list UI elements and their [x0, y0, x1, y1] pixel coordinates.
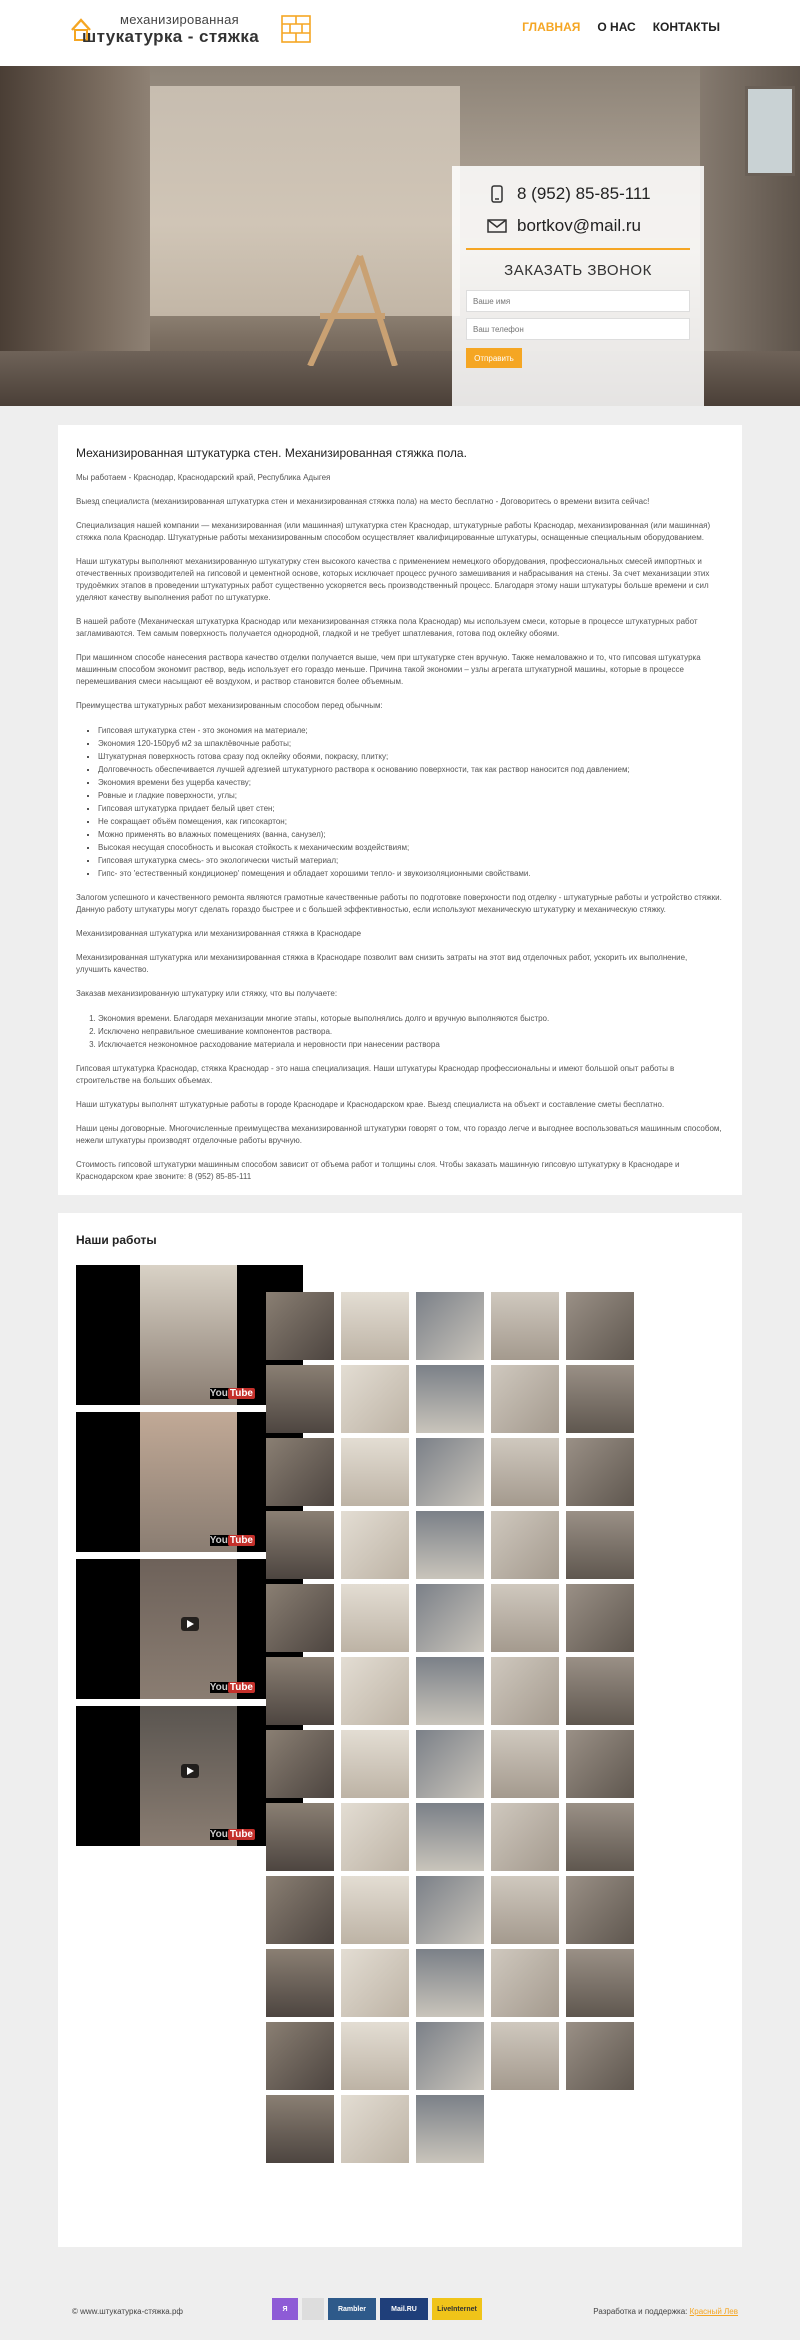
email-row — [487, 216, 641, 236]
gallery-photo[interactable] — [491, 1292, 559, 1360]
hero-scaffold — [300, 246, 410, 366]
video-frame — [140, 1265, 237, 1405]
article-paragraph: Заказав механизированную штукатурку или стяжку, что вы получаете: — [76, 989, 338, 998]
developer-link[interactable]: Красный Лев — [689, 2307, 738, 2316]
article-paragraph: Стоимость гипсовой штукатурки машинным способом зависит от объема работ и толщины слоя. Чтобы заказать машинную гипсовую штукатурку в Краснодаре и Краснодарском крае звоните: 8 (952) 85-85-111 — [76, 1160, 680, 1181]
benefits-list — [98, 1012, 724, 1051]
gallery-photo[interactable] — [491, 1730, 559, 1798]
hero-window — [745, 86, 795, 176]
article-paragraph: Выезд специалиста (механизированная штукатурка стен и механизированная стяжка пола) на место бесплатно - Договоритесь о времени визита сейчас! — [76, 497, 650, 506]
article-paragraph: Механизированная штукатурка или механизированная стяжка в Краснодаре позволит вам снизить затраты на этот вид отделочных работ, ускорить их выполнение, улучшить качество. — [76, 953, 688, 974]
counter-mailru[interactable]: Mail.RU — [380, 2298, 428, 2320]
phone-number[interactable]: 8 (952) 85-85-111 — [517, 184, 651, 203]
gallery-photo[interactable] — [491, 1657, 559, 1725]
gallery-photo[interactable] — [566, 1730, 634, 1798]
list-item: ▪ Экономия 120-150руб м2 за шпаклёвочные работы; — [98, 737, 724, 750]
youtube-logo-you: You — [209, 1829, 228, 1840]
gallery-photo[interactable] — [566, 1803, 634, 1871]
youtube-logo-tube: Tube — [229, 1388, 253, 1399]
youtube-logo-tube: Tube — [229, 1682, 253, 1693]
article-paragraph: Специализация нашей компании — механизированная (или машинная) штукатурка стен Краснодар, штукатурные работы Краснодар, механизированная (или машинная) стяжка пола Краснодар. Штукатурные работы механизированным способом осуществляет квалифицированные штукатуры, оснащенные специальным оборудованием. — [76, 521, 711, 542]
gallery-photo[interactable] — [416, 2022, 484, 2090]
counter-yandex[interactable]: Я — [272, 2298, 298, 2320]
gallery-photo[interactable] — [416, 1803, 484, 1871]
gallery-photo[interactable] — [491, 1511, 559, 1579]
gallery-photo[interactable] — [266, 2095, 334, 2163]
gallery-photo[interactable] — [491, 1949, 559, 2017]
gallery-photo[interactable] — [341, 1949, 409, 2017]
gallery-photo[interactable] — [491, 1803, 559, 1871]
gallery-photo[interactable] — [341, 2095, 409, 2163]
gallery-photo[interactable] — [266, 1584, 334, 1652]
copyright: © www.штукатурка-стяжка.рф — [72, 2307, 183, 2316]
gallery-photo[interactable] — [341, 1584, 409, 1652]
gallery-photo[interactable] — [566, 1438, 634, 1506]
counter-liveinternet[interactable]: LiveInternet — [432, 2298, 482, 2320]
gallery-photo[interactable] — [266, 1292, 334, 1360]
play-icon[interactable] — [181, 1764, 199, 1778]
gallery-photo[interactable] — [566, 1876, 634, 1944]
gallery-photo[interactable] — [341, 1803, 409, 1871]
gallery-photo[interactable] — [341, 1292, 409, 1360]
list-item: ▪ Штукатурная поверхность готова сразу под оклейку обоями, покраску, плитку; — [98, 750, 724, 763]
email-address[interactable]: bortkov@mail.ru — [517, 216, 642, 235]
gallery-photo[interactable] — [566, 2022, 634, 2090]
play-icon[interactable] — [181, 1617, 199, 1631]
counter-qr[interactable] — [302, 2298, 324, 2320]
nav-home[interactable]: ГЛАВНАЯ — [522, 20, 581, 34]
gallery-photo[interactable] — [566, 1657, 634, 1725]
gallery-photo[interactable] — [416, 1730, 484, 1798]
article-paragraph: Залогом успешного и качественного ремонта являются грамотные качественные работы по подготовке поверхности под отделку - штукатурные работы и устройство стяжки. Данную работу штукатуры могут сделать гораздо быстрее и с большей эффективностью, если используют механическую штукатурку и механическую стяжку. — [76, 893, 722, 914]
phone-row — [487, 184, 651, 204]
name-input[interactable] — [466, 290, 690, 312]
gallery-photo[interactable] — [491, 1438, 559, 1506]
gallery-photo[interactable] — [566, 1949, 634, 2017]
article-paragraph: Мы работаем - Краснодар, Краснодарский край, Республика Адыгея — [76, 473, 331, 482]
youtube-logo-tube: Tube — [229, 1829, 253, 1840]
list-item: ▪ Не сокращает объём помещения, как гипсокартон; — [98, 815, 724, 828]
gallery-photo[interactable] — [416, 1365, 484, 1433]
youtube-logo — [210, 1535, 255, 1546]
gallery-photo[interactable] — [341, 1657, 409, 1725]
article-paragraph: Наши штукатуры выполнят штукатурные работы в городе Краснодаре и Краснодарском крае. Выезд специалиста на объект и составление сметы бесплатно. — [76, 1100, 665, 1109]
brick-logo-icon — [280, 14, 312, 44]
article-paragraph: Преимущества штукатурных работ механизированным способом перед обычным: — [76, 701, 383, 710]
gallery-photo[interactable] — [491, 2022, 559, 2090]
gallery-photo[interactable] — [416, 1511, 484, 1579]
gallery-photo[interactable] — [491, 1365, 559, 1433]
list-item: 3. Исключается неэкономное расходование материала и неровности при нанесении раствора — [98, 1038, 724, 1051]
video-frame — [140, 1412, 237, 1552]
youtube-logo-you: You — [209, 1682, 228, 1693]
advantages-list — [98, 724, 724, 880]
nav-about[interactable]: О НАС — [597, 20, 636, 34]
article-paragraph: Механизированная штукатурка или механизированная стяжка в Краснодаре — [76, 929, 362, 938]
counters — [272, 2298, 482, 2320]
list-item: ▪ Можно применять во влажных помещениях (ванна, санузел); — [98, 828, 724, 841]
article-paragraph: В нашей работе (Механическая штукатурка Краснодар или механизированная стяжка пола Краснодар) мы используем смеси, которые в процессе штукатурных работ загламиваются. Тем самым поверхность получается однородной, гладкой и не требует шпатлевания, готова под оклейку обоями. — [76, 617, 698, 638]
gallery-photo[interactable] — [491, 1584, 559, 1652]
youtube-logo-you: You — [209, 1535, 228, 1546]
gallery-photo[interactable] — [266, 1657, 334, 1725]
gallery-photo[interactable] — [266, 1365, 334, 1433]
list-item: ▪ Гипсовая штукатурка стен - это экономия на материале; — [98, 724, 724, 737]
gallery-photo[interactable] — [266, 1511, 334, 1579]
gallery-photo[interactable] — [341, 2022, 409, 2090]
gallery-photo[interactable] — [341, 1730, 409, 1798]
gallery-photo[interactable] — [566, 1292, 634, 1360]
site-footer — [0, 2280, 800, 2340]
hero-banner — [0, 66, 800, 406]
callback-title: ЗАКАЗАТЬ ЗВОНОК — [504, 262, 652, 279]
works-section — [58, 1213, 742, 2247]
developer-label: Разработка и поддержка: — [593, 2307, 690, 2316]
gallery-photo[interactable] — [416, 2095, 484, 2163]
gallery-photo[interactable] — [341, 1365, 409, 1433]
gallery-photo[interactable] — [566, 1365, 634, 1433]
gallery-photo[interactable] — [341, 1511, 409, 1579]
list-item: 2. Исключено неправильное смешивание компонентов раствора. — [98, 1025, 724, 1038]
gallery-photo[interactable] — [266, 2022, 334, 2090]
gallery-photo[interactable] — [266, 1438, 334, 1506]
youtube-logo-tube: Tube — [229, 1535, 253, 1546]
list-item: ▪ Высокая несущая способность и высокая стойкость к механическим воздействиям; — [98, 841, 724, 854]
phone-input[interactable] — [466, 318, 690, 340]
site-logo[interactable] — [70, 10, 320, 48]
gallery-photo[interactable] — [491, 1876, 559, 1944]
gallery-photo[interactable] — [416, 1438, 484, 1506]
list-item: ▪ Гипс- это 'естественный кондиционер' помещения и обладает хорошими тепло- и звукоизоляционными свойствами. — [98, 867, 724, 880]
gallery-photo[interactable] — [566, 1511, 634, 1579]
list-item: ▪ Ровные и гладкие поверхности, углы; — [98, 789, 724, 802]
gallery-photo[interactable] — [416, 1657, 484, 1725]
developer-credit — [593, 2307, 738, 2316]
main-nav — [522, 20, 720, 34]
article-paragraph: Наши штукатуры выполняют механизированную штукатурку стен высокого качества с применением немецкого оборудования, профессиональных смесей импортных и отечественных производителей на гипсовой и цементной основе, которых исключает процесс ручного замешивания и набрасывания на стены. За счет механизации этих трудоёмких этапов в проведении штукатурных работ существенно ускоряется весь производственный процесс. Благодаря этому наши штукатуры больше времени и сил уделяют качеству выполнения работ по штукатурке. — [76, 557, 710, 602]
youtube-logo — [210, 1388, 255, 1399]
article-paragraph: При машинном способе нанесения раствора качество отделки получается выше, чем при штукатурке стен вручную. Также немаловажно и то, что гипсовая штукатурка машинным способом экономит раствор, ведь использует его гораздо меньше. Причина такой экономии – узлы агрегата штукатурной машины, которые в процессе перемешивания смеси насыщают её воздухом, и раствор становится более объемным. — [76, 653, 701, 686]
article-paragraph: Наши цены договорные. Многочисленные преимущества механизированной штукатурки говорят о том, что гораздо легче и выгоднее воспользоваться машинным способом, нежели штукатуры производят отделочные работы вручную. — [76, 1124, 722, 1145]
counter-rambler[interactable]: Rambler — [328, 2298, 376, 2320]
article-title: Механизированная штукатурка стен. Механизированная стяжка пола. — [76, 446, 467, 460]
gallery-photo[interactable] — [266, 1730, 334, 1798]
list-item: ▪ Гипсовая штукатурка придает белый цвет стен; — [98, 802, 724, 815]
gallery-photo[interactable] — [266, 1876, 334, 1944]
callback-panel — [452, 166, 704, 406]
works-title: Наши работы — [76, 1233, 157, 1247]
site-header — [0, 0, 800, 66]
list-item: 1. Экономия времени. Благодаря механизации многие этапы, которые выполнялись долго и вручную выполняются быстро. — [98, 1012, 724, 1025]
gallery-photo[interactable] — [266, 1949, 334, 2017]
gallery-photo[interactable] — [416, 1876, 484, 1944]
list-item: ▪ Долговечность обеспечивается лучшей адгезией штукатурного раствора к основанию поверхности, так как раствор наносится под давлением; — [98, 763, 724, 776]
gallery-photo[interactable] — [416, 1292, 484, 1360]
nav-contacts[interactable]: КОНТАКТЫ — [652, 20, 720, 34]
list-item: ▪ Экономия времени без ущерба качеству; — [98, 776, 724, 789]
list-item: ▪ Гипсовая штукатурка смесь- это экологически чистый материал; — [98, 854, 724, 867]
gallery-photo[interactable] — [341, 1876, 409, 1944]
gallery-photo[interactable] — [566, 1584, 634, 1652]
logo-line2: штукатурка - стяжка — [82, 27, 260, 46]
logo-line1: механизированная — [120, 12, 240, 27]
gallery-photo[interactable] — [341, 1438, 409, 1506]
article-paragraph: Гипсовая штукатурка Краснодар, стяжка Краснодар - это наша специализация. Наши штукатуры Краснодар профессиональны и имеют большой опыт работы в строительстве на больших объемах. — [76, 1064, 675, 1085]
submit-button[interactable]: Отправить — [466, 348, 522, 368]
gallery-photo[interactable] — [266, 1803, 334, 1871]
youtube-logo — [210, 1682, 255, 1693]
article-section — [58, 425, 742, 1195]
phone-icon — [487, 185, 507, 203]
mail-icon — [487, 217, 507, 235]
youtube-logo — [210, 1829, 255, 1840]
gallery-photo[interactable] — [416, 1584, 484, 1652]
youtube-logo-you: You — [209, 1388, 228, 1399]
gallery-photo[interactable] — [416, 1949, 484, 2017]
panel-divider — [466, 248, 690, 250]
